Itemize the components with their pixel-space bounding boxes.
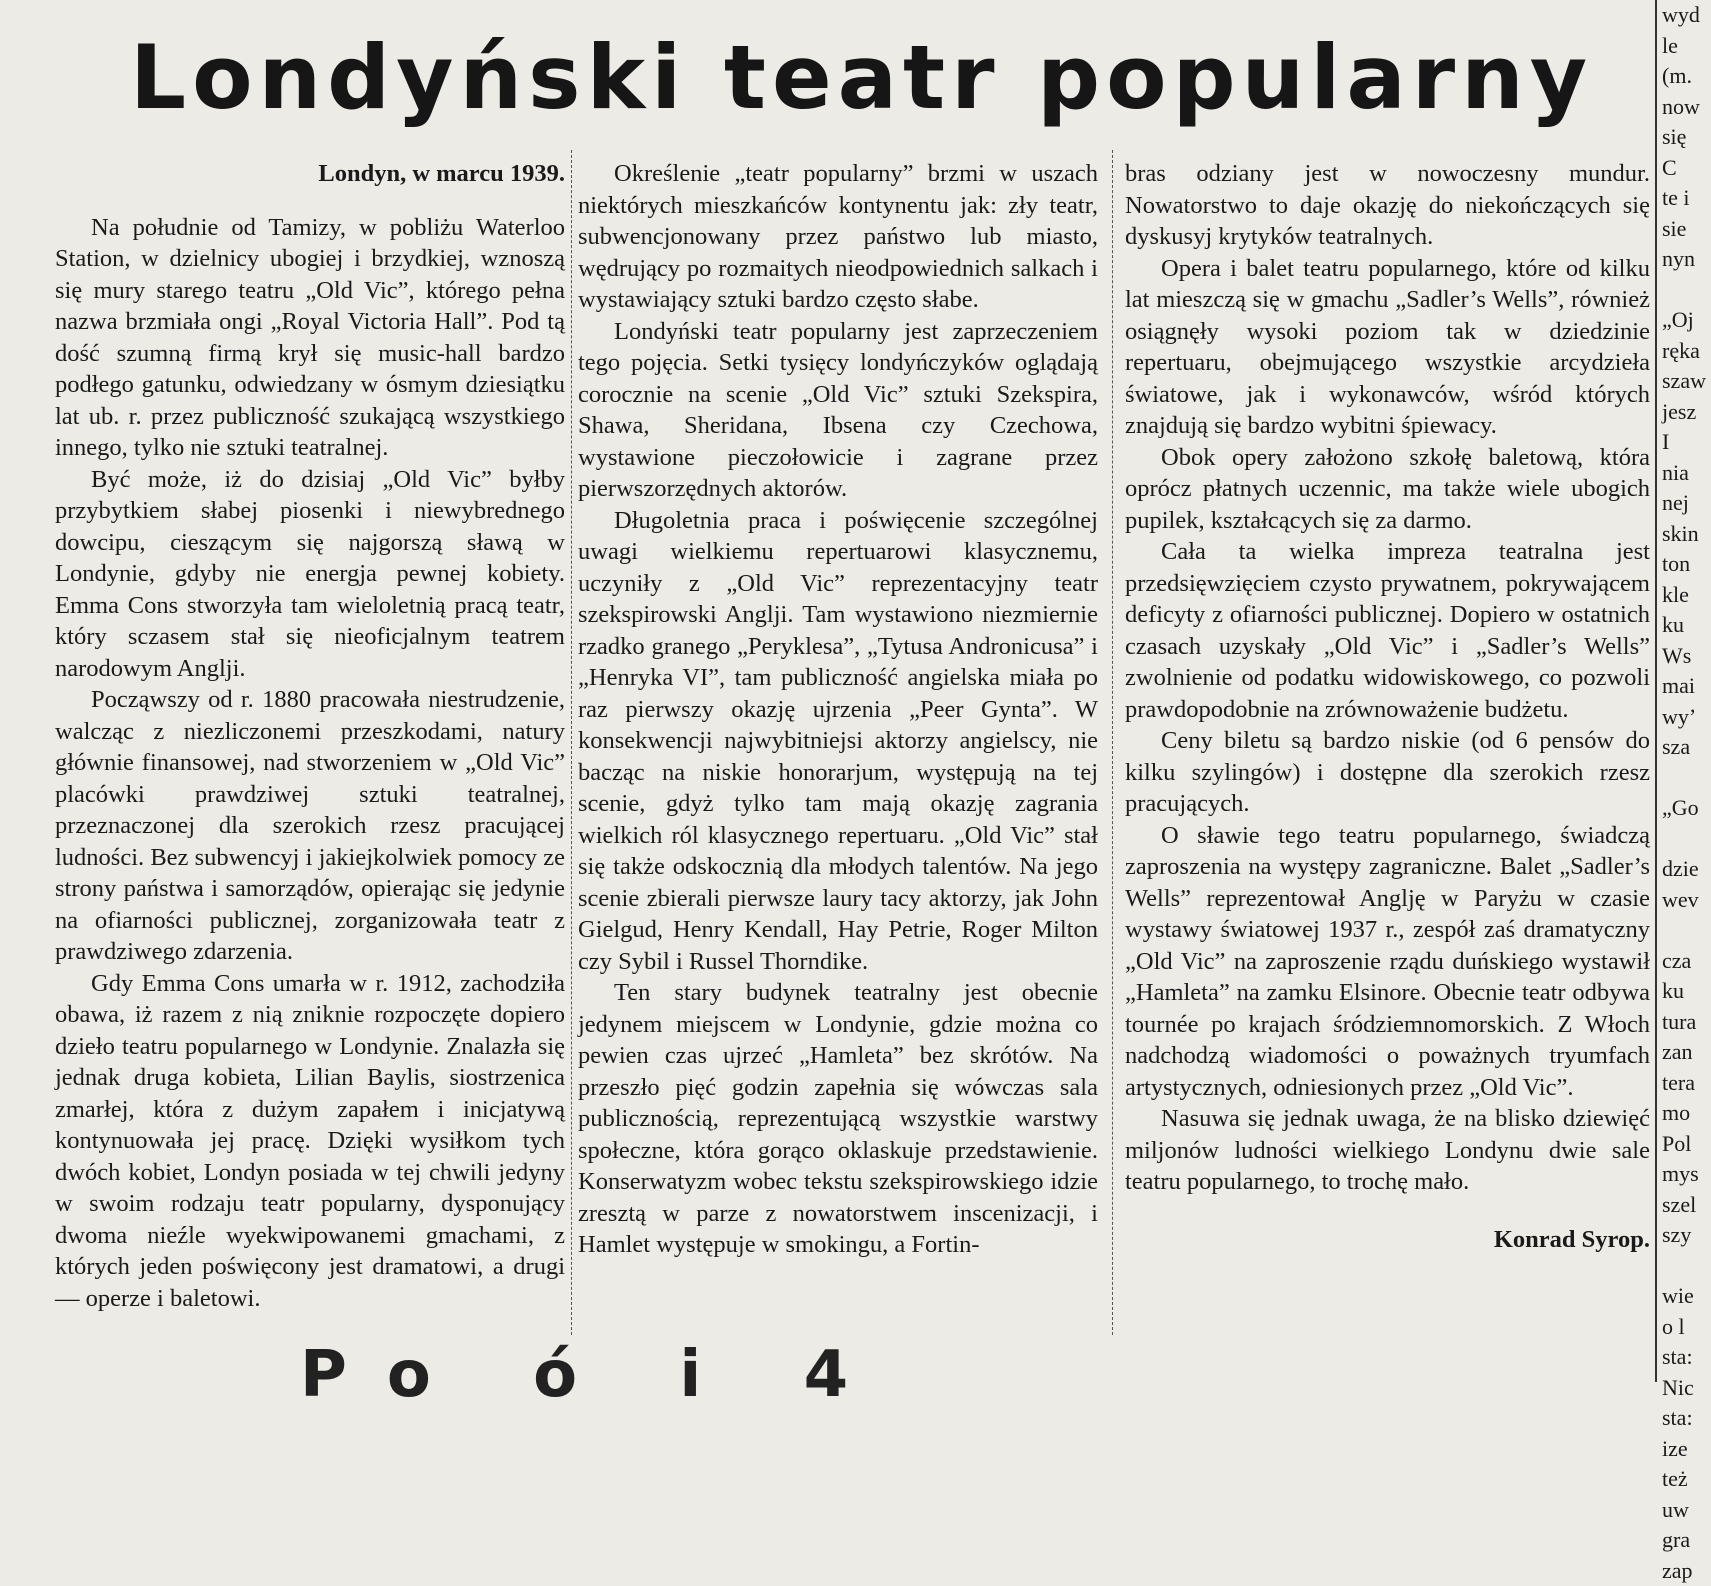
fragment-line: nia xyxy=(1662,458,1711,489)
fragment-line: te i xyxy=(1662,183,1711,214)
fragment-line: sza xyxy=(1662,732,1711,763)
fragment-line: wev xyxy=(1662,885,1711,916)
fragment-line: mys xyxy=(1662,1159,1711,1190)
column-divider xyxy=(571,150,572,1335)
fragment-line: sta: xyxy=(1662,1403,1711,1434)
fragment-line: nyn xyxy=(1662,244,1711,275)
fragment-line: C xyxy=(1662,153,1711,184)
fragment-line: Ws xyxy=(1662,641,1711,672)
fragment-line: sie xyxy=(1662,214,1711,245)
fragment-line: uw xyxy=(1662,1495,1711,1526)
fragment-line: ku xyxy=(1662,976,1711,1007)
fragment-line: kle xyxy=(1662,580,1711,611)
fragment-line: jesz xyxy=(1662,397,1711,428)
fragment-line: le xyxy=(1662,31,1711,62)
fragment-line: now xyxy=(1662,92,1711,123)
paragraph: Nasuwa się jednak uwaga, że na blisko dziewięć miljonów ludności wielkiego Londynu dwie sale teatru popularnego, to trochę mało. xyxy=(1125,1103,1650,1198)
headline: Londyński teatr popularny xyxy=(130,28,1510,128)
fragment-line: cza xyxy=(1662,946,1711,977)
fragment-line: wyd xyxy=(1662,0,1711,31)
fragment-line: szaw xyxy=(1662,366,1711,397)
fragment-line: zap xyxy=(1662,1556,1711,1586)
fragment-line: ręka xyxy=(1662,336,1711,367)
paragraph: Być może, iż do dzisiaj „Old Vic” byłby przybytkiem słabej piosenki i niewybrednego dowcipu, cieszącym się najgorszą sławą w Londynie, gdyby nie energja pewnej kobiety. Emma Cons stworzyła tam wieloletnią pracą teatr, który sczasem stał się nieoficjalnym teatrem narodowym Anglji. xyxy=(55,464,565,685)
fragment-line: tera xyxy=(1662,1068,1711,1099)
paragraph: Cała ta wielka impreza teatralna jest przedsięwzięciem czysto prywatnem, pokrywającem deficyty z ofiarności publicznej. Dopiero w ostatnich czasach uzyskały „Old Vic” i „Sadler’s Wells” zwolnienie od podatku widowiskowego, co pozwoli prawdopodobnie na zrównoważenie budżetu. xyxy=(1125,536,1650,725)
paragraph: O sławie tego teatru popularnego, świadczą zaproszenia na występy zagraniczne. Balet „Sadler’s Wells” reprezentował Anglję w Paryżu w czasie wystawy światowej 1937 r., zespół zaś dramatyczny „Old Vic” na zaproszenie rządu duńskiego wystawił „Hamleta” na zamku Elsinore. Obecnie teatr odbywa tournée po krajach śródziemnomorskich. Z Włoch nadchodzą wiadomości o poważnych tryumfach artystycznych, odniesionych przez „Old Vic”. xyxy=(1125,820,1650,1104)
fragment-line xyxy=(1662,1251,1711,1282)
paragraph: Na południe od Tamizy, w pobliżu Waterloo Station, w dzielnicy ubogiej i brzydkiej, wznoszą się mury starego teatru „Old Vic”, którego pełna nazwa brzmiała ongi „Royal Victoria Hall”. Pod tą dość szumną firmą krył się music-hall bardzo podłego gatunku, odwiedzany w ósmym dziesiątku lat ub. r. przez publiczność szukającą wszystkiego innego, tylko nie sztuki teatralnej. xyxy=(55,212,565,464)
fragment-line xyxy=(1662,763,1711,794)
fragment-line: wy’ xyxy=(1662,702,1711,733)
dateline: Londyn, w marcu 1939. xyxy=(55,158,565,190)
paragraph: Obok opery założono szkołę baletową, która oprócz płatnych uczennic, ma także wiele ubogich pupilek, kształcących się za darmo. xyxy=(1125,442,1650,537)
fragment-line: wie xyxy=(1662,1281,1711,1312)
fragment-line: Pol xyxy=(1662,1129,1711,1160)
article-column-2 xyxy=(578,158,1098,1261)
adjacent-column-fragment xyxy=(1662,0,1711,1382)
paragraph: Długoletnia praca i poświęcenie szczególnej uwagi wielkiemu repertuarowi klasycznemu, uczyniły z „Old Vic” reprezentacyjny teatr szekspirowski Anglji. Tam wystawiono niezmiernie rzadko granego „Peryklesa”, „Tytusa Andronicusa” i „Henryka VI”, tam publiczność angielska miała po raz pierwszy okazję ujrzenia „Peer Gynta”. W konsekwencji najwybitniejsi aktorzy angielscy, nie bacząc na niskie honorarjum, występują na tej scenie, gdyż tylko tam mają okazję zagrania wielkich ról klasycznego repertuaru. „Old Vic” stał się także odskocznią dla młodych talentów. Na jego scenie zbierali pierwsze laury tacy aktorzy, jak John Gielgud, Henry Kendall, Hay Petrie, Roger Milton czy Sybil i Russel Thorndike. xyxy=(578,505,1098,978)
fragment-line: zan xyxy=(1662,1037,1711,1068)
paragraph: Określenie „teatr popularny” brzmi w uszach niektórych mieszkańców kontynentu jak: zły teatr, subwencjonowany przez państwo lub miasto, wędrujący po rozmaitych nieodpowiednich salkach i wystawiający sztuki bardzo często słabe. xyxy=(578,158,1098,316)
fragment-line: skin xyxy=(1662,519,1711,550)
article-column-1 xyxy=(55,158,565,1314)
next-headline-fragment: Po ó i 4 xyxy=(300,1338,1300,1378)
fragment-line: mo xyxy=(1662,1098,1711,1129)
fragment-line: „Go xyxy=(1662,793,1711,824)
paragraph: Gdy Emma Cons umarła w r. 1912, zachodziła obawa, iż razem z nią zniknie rozpoczęte dopiero dzieło teatru popularnego w Londynie. Znalazła się jednak druga kobieta, Lilian Baylis, siostrzenica zmarłej, która z dużym zapałem i inicjatywą kontynuowała jej pracę. Dzięki wysiłkom tych dwóch kobiet, Londyn posiada w tej chwili jedyny w swoim rodzaju teatr popularny, dysponujący dwoma nieźle wyekwipowanemi gmachami, z których jeden poświęcony jest dramatowi, a drugi — operze i baletowi. xyxy=(55,968,565,1315)
fragment-line: (m. xyxy=(1662,61,1711,92)
paragraph: Ten stary budynek teatralny jest obecnie jedynem miejscem w Londynie, gdzie można co pewien czas ujrzeć „Hamleta” bez skrótów. Na przeszło pięć godzin zapełnia się wówczas sala publicznością, reprezentującą wszystkie warstwy społeczne, która gorąco oklaskuje przedstawienie. Konserwatyzm wobec tekstu szekspirowskiego idzie zresztą w parze z nowatorstwem inscenizacji, i Hamlet występuje w smokingu, a Fortin- xyxy=(578,977,1098,1261)
paragraph: Począwszy od r. 1880 pracowała niestrudzenie, walcząc z niezliczonemi przeszkodami, natury głównie finansowej, nad stworzeniem w „Old Vic” placówki prawdziwej sztuki teatralnej, przeznaczonej dla szerokich rzesz pracującej ludności. Bez subwencyj i jakiejkolwiek pomocy ze strony państwa i samorządów, opierając się jedynie na ofiarności publicznej, zorganizowała teatr z prawdziwego zdarzenia. xyxy=(55,684,565,968)
fragment-line xyxy=(1662,824,1711,855)
fragment-line: szel xyxy=(1662,1190,1711,1221)
fragment-line: ton xyxy=(1662,549,1711,580)
article-column-3 xyxy=(1125,158,1650,1255)
fragment-line: dzie xyxy=(1662,854,1711,885)
page-divider xyxy=(1655,0,1657,1382)
fragment-line xyxy=(1662,915,1711,946)
fragment-line: tura xyxy=(1662,1007,1711,1038)
paragraph: Londyński teatr popularny jest zaprzeczeniem tego pojęcia. Setki tysięcy londyńczyków oglądają corocznie na scenie „Old Vic” sztuki Szekspira, Shawa, Sheridana, Ibsena czy Czechowa, wystawione pieczołowicie i zagrane przez pierwszorzędnych aktorów. xyxy=(578,316,1098,505)
fragment-line: się xyxy=(1662,122,1711,153)
paragraph: bras odziany jest w nowoczesny mundur. Nowatorstwo to daje okazję do niekończących się dyskusyj krytyków teatralnych. xyxy=(1125,158,1650,253)
fragment-line: o l xyxy=(1662,1312,1711,1343)
fragment-line: I xyxy=(1662,427,1711,458)
fragment-line: nej xyxy=(1662,488,1711,519)
column-divider xyxy=(1112,150,1113,1335)
fragment-line: Nic xyxy=(1662,1373,1711,1404)
author-signature: Konrad Syrop. xyxy=(1125,1224,1650,1256)
fragment-line: „Oj xyxy=(1662,305,1711,336)
fragment-line: mai xyxy=(1662,671,1711,702)
fragment-line: gra xyxy=(1662,1525,1711,1556)
fragment-line: sta: xyxy=(1662,1342,1711,1373)
fragment-line xyxy=(1662,275,1711,306)
paragraph: Ceny biletu są bardzo niskie (od 6 pensów do kilku szylingów) i dostępne dla szerokich rzesz pracujących. xyxy=(1125,725,1650,820)
fragment-line: ize xyxy=(1662,1434,1711,1465)
fragment-line: też xyxy=(1662,1464,1711,1495)
paragraph: Opera i balet teatru popularnego, które od kilku lat mieszczą się w gmachu „Sadler’s Wells”, również osiągnęły wysoki poziom tak w dziedzinie repertuaru, obejmującego wszystkie arcydzieła światowe, jak i wykonawców, wśród których znajdują się bardzo wybitni śpiewacy. xyxy=(1125,253,1650,442)
fragment-line: ku xyxy=(1662,610,1711,641)
fragment-line: szy xyxy=(1662,1220,1711,1251)
